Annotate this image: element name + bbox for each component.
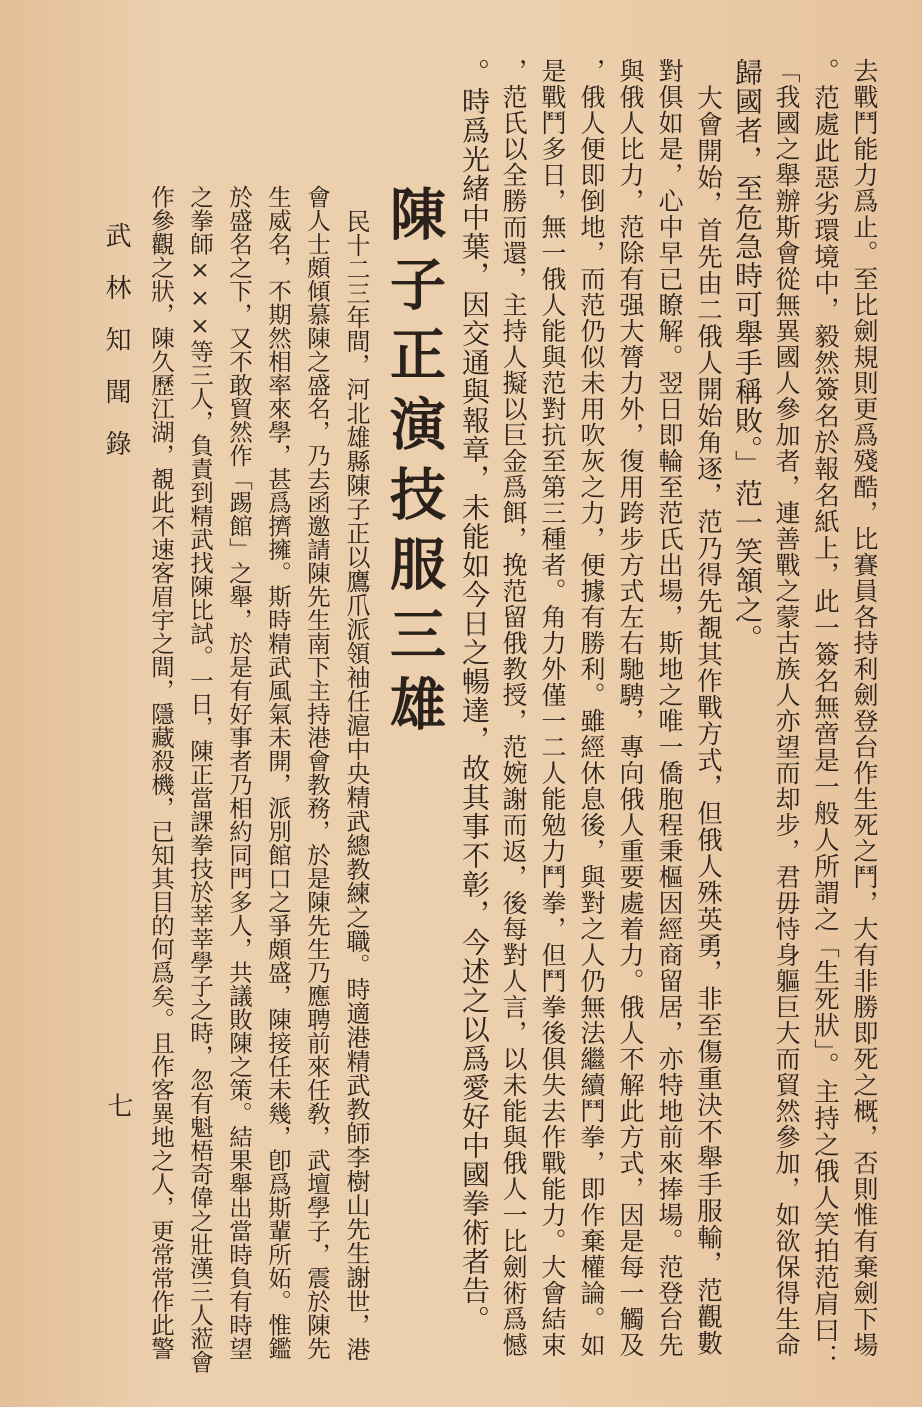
text-column: 。范處此惡劣環境中，毅然簽名於報名紙上，此一簽名無啻是一般人所謂之「生死狀」。主持之俄人笑拍范肩曰：: [810, 58, 840, 1371]
text-column: 與俄人比力，范除有强大膂力外，復用跨步方式左右馳騁，專向俄人重要處着力。俄人不解此方式，因是每一觸及: [616, 58, 645, 1358]
text-column: ，范氏以全勝而還，主持人擬以巨金爲餌，挽范留俄教授，范婉謝而返，後每對人言，以未能與俄人一比劍術爲憾: [499, 58, 528, 1358]
text-column: 作參觀之狀，陳久歷江湖，覩此不速客眉宇之間，隱藏殺機，已知其目的何爲矣。且作客異地之人，更常常作此警: [147, 185, 175, 1360]
text-column: 「我國之舉辦斯會從無異國人參加者，連善戰之蒙古族人亦望而却步，君毋恃身軀巨大而貿然參加，如欲保得生命: [772, 58, 801, 1358]
page-number: 七: [103, 1092, 133, 1118]
text-column: 是戰鬥多日，無一俄人能與范對抗至第三種者。角力外僅一二人能勉力鬥拳，但鬥拳後俱失去作戰能力。大會結束: [538, 58, 567, 1358]
text-column: 會人士頗傾慕陳之盛名，乃去函邀請陳先生南下主持港會教務，於是陳先生乃應聘前來任敎，武壇學子，震於陳先: [303, 185, 331, 1360]
text-column: 去戰鬥能力爲止。至比劍規則更爲殘酷，比賽員各持利劍登台作生死之鬥，大有非勝即死之概，否則惟有棄劍下場: [850, 58, 879, 1358]
text-column: ，俄人便即倒地，而范仍似未用吹灰之力，便據有勝利。雖經休息後，與對之人仍無法繼續鬥拳，即作棄權論。如: [577, 58, 606, 1358]
text-column: 生威名，不期然相率來學，甚爲擠擁。斯時精武風氣未開，派別館口之爭頗盛，陳接任未幾，卽爲斯輩所妬。惟鑑: [264, 185, 292, 1360]
text-column: 對俱如是，心中早已瞭解。翌日即輪至范氏出場，斯地之唯一僑胞程秉樞因經商留居，亦特地前來捧場。范登台先: [655, 58, 684, 1358]
text-column: 民十二三年間，河北雄縣陳子正以鷹爪派領袖任滬中央精武總教練之職。時適港精武教師李樹山先生謝世，港: [342, 185, 370, 1361]
article-title: 陳子正演技服三雄: [381, 185, 447, 745]
text-column: 之拳師×××等三人，負責到精武找陳比試。一日，陳正當課拳技於莘莘學子之時，忽有魁梧奇偉之壯漢三人蒞會: [186, 185, 214, 1374]
running-header: 武林知聞錄: [101, 222, 131, 482]
text-column: 。時爲光緒中葉，因交通與報章，未能如今日之暢達，故其事不彰，今述之以爲愛好中國拳術者告。: [458, 58, 491, 1334]
text-column: 於盛名之下，又不敢貿然作「踢館」之舉，於是有好事者乃相約同門多人，共議敗陳之策。結果舉出當時負有時望: [225, 185, 253, 1360]
text-column: 歸國者，至危急時可舉手稱敗。」范一笑頷之。: [731, 58, 764, 653]
text-column: 大會開始，首先由二俄人開始角逐，范乃得先覩其作戰方式，但俄人殊英勇，非至傷重決不舉手服輸，范觀數: [693, 58, 723, 1357]
